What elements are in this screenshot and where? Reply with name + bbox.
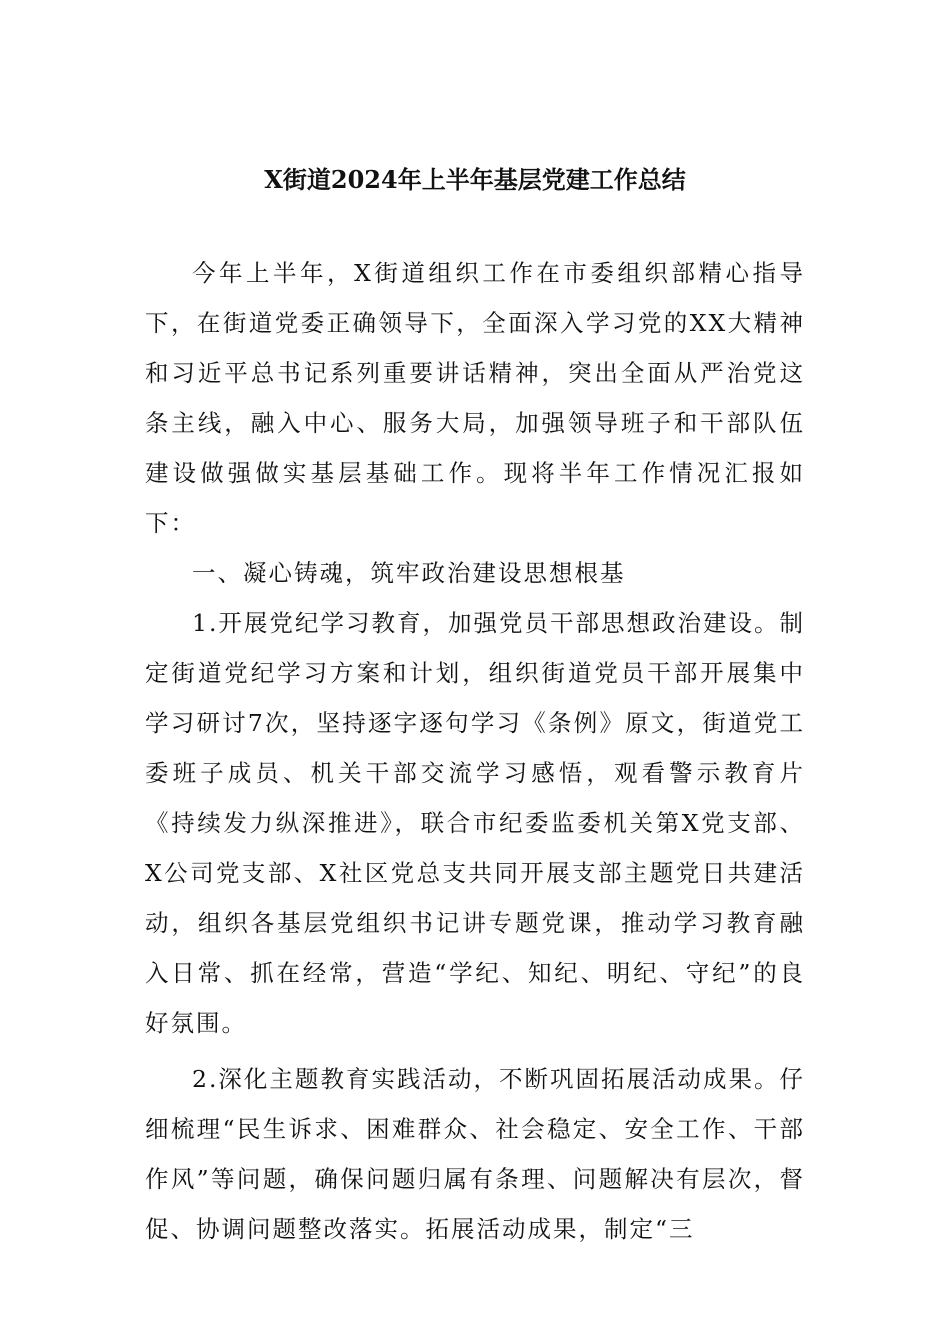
section-heading-1: 一、凝心铸魂，筑牢政治建设思想根基 [192,559,626,587]
document-body [145,248,805,1254]
document-title: X街道2024年上半年基层党建工作总结 [264,165,686,194]
paragraph-intro: 今年上半年，X街道组织工作在市委组织部精心指导下，在街道党委正确领导下，全面深入学习党的XX大精神和习近平总书记系列重要讲话精神，突出全面从严治党这条主线，融入中心、服务大局，加强领导班子和干部队伍建设做强做实基层基础工作。现将半年工作情况汇报如下： [145,259,805,537]
paragraph-item-1: 1.开展党纪学习教育，加强党员干部思想政治建设。制定街道党纪学习方案和计划，组织街道党员干部开展集中学习研讨7次，坚持逐字逐句学习《条例》原文，街道党工委班子成员、机关干部交流学习感悟，观看警示教育片《持续发力纵深推进》，联合市纪委监委机关第X党支部、X公司党支部、X社区党总支共同开展支部主题党日共建活动，组织各基层党组织书记讲专题党课，推动学习教育融入日常、抓在经常，营造“学纪、知纪、明纪、守纪”的良好氛围。 [145,609,805,1037]
paragraph-item-2: 2.深化主题教育实践活动，不断巩固拓展活动成果。仔细梳理“民生诉求、困难群众、社会稳定、安全工作、干部作风”等问题，确保问题归属有条理、问题解决有层次，督促、协调问题整改落实。拓展活动成果，制定“三 [145,1065,805,1243]
